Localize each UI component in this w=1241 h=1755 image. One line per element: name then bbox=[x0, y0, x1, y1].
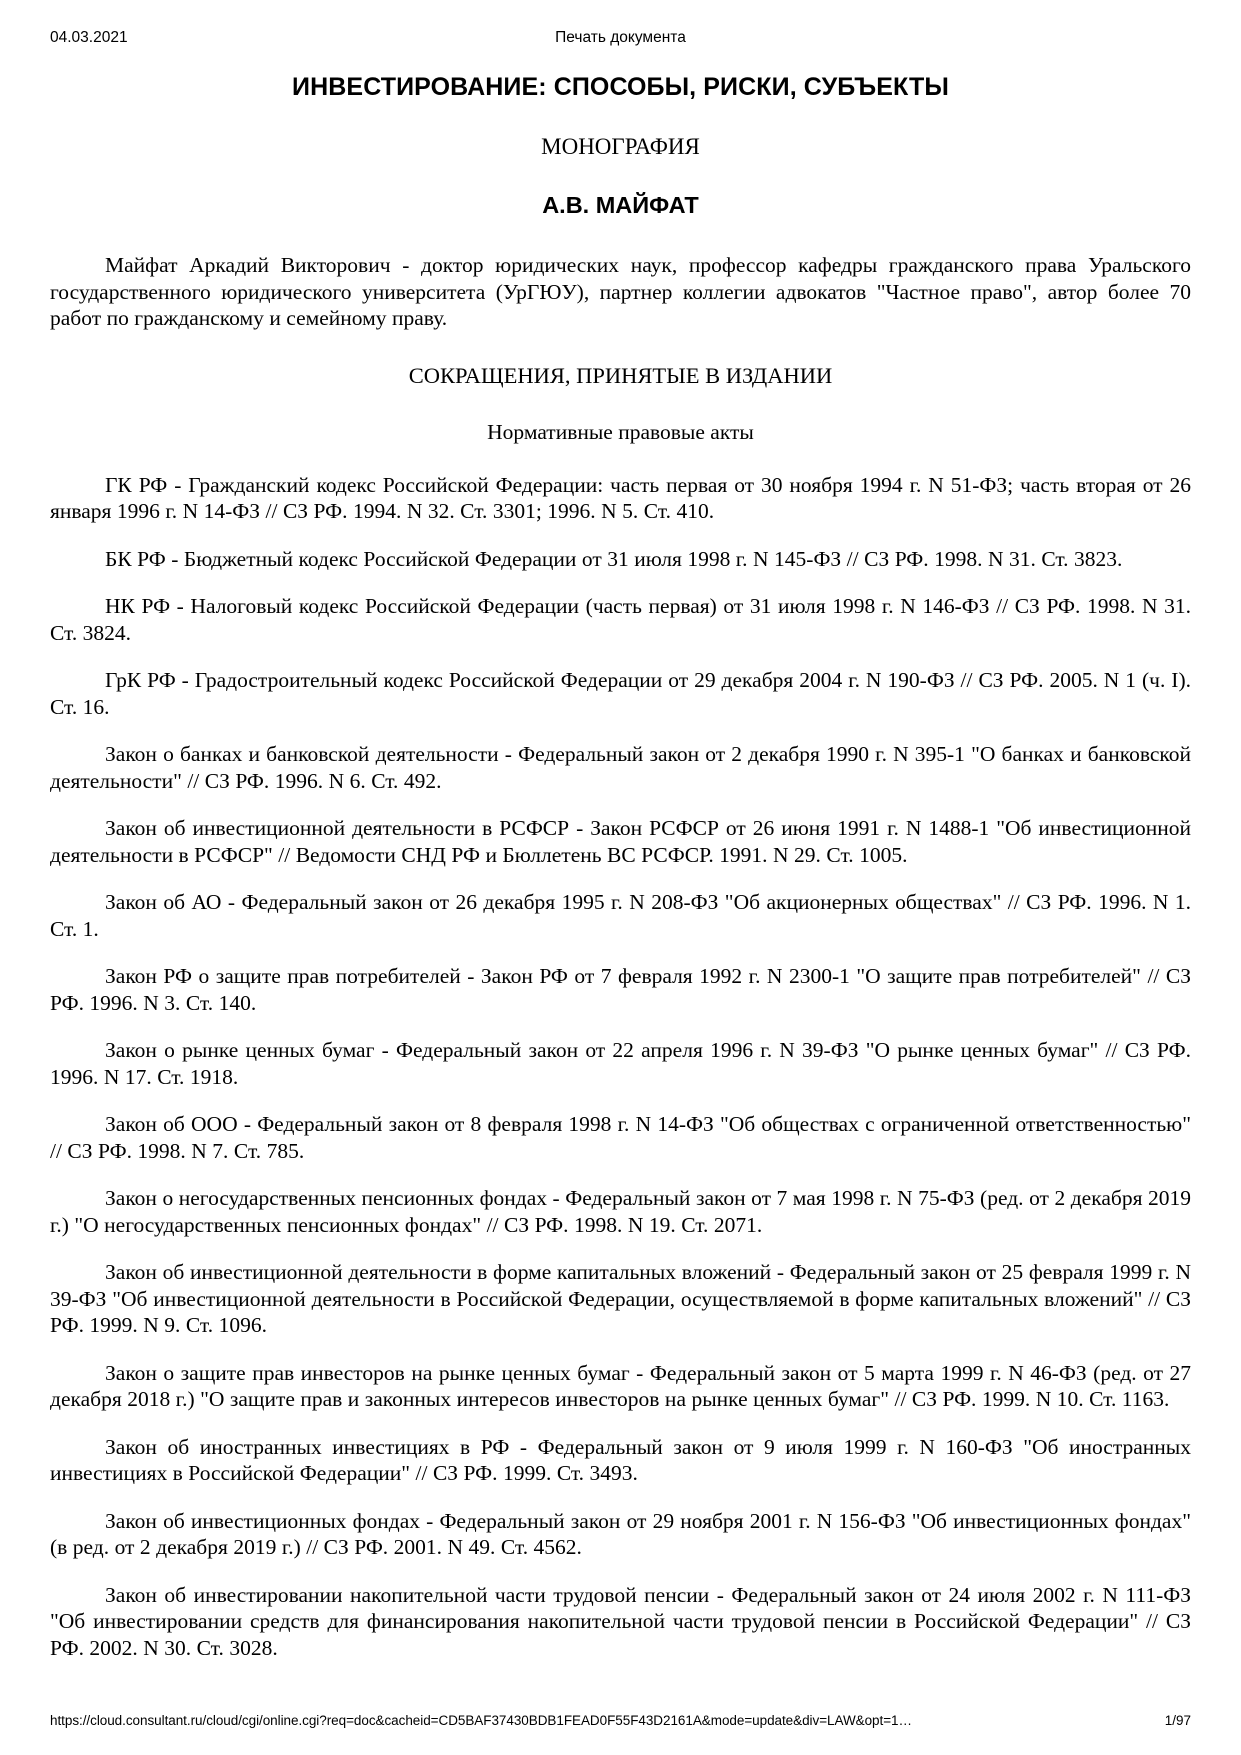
abbreviation-entry: Закон о защите прав инвесторов на рынке ценных бумаг - Федеральный закон от 5 марта 1999 г. N 46-ФЗ (ред. от 27 декабря 2018 г.) "О защите прав и законных интересов инвесторов на рынке ценных бумаг" // СЗ РФ. 1999. N 10. Ст. 1163. bbox=[50, 1360, 1191, 1411]
document-author: А.В. МАЙФАТ bbox=[542, 192, 699, 218]
print-header-title: Печать документа bbox=[555, 29, 686, 46]
document-body bbox=[50, 72, 1191, 1682]
abbreviation-entry: Закон РФ о защите прав потребителей - Закон РФ от 7 февраля 1992 г. N 2300-1 "О защите прав потребителей" // СЗ РФ. 1996. N 3. Ст. 140. bbox=[50, 964, 1191, 1015]
abbreviation-entry: БК РФ - Бюджетный кодекс Российской Федерации от 31 июля 1998 г. N 145-ФЗ // СЗ РФ. 1998. N 31. Ст. 3823. bbox=[105, 546, 1123, 571]
abbreviation-entry: ГК РФ - Гражданский кодекс Российской Федерации: часть первая от 30 ноября 1994 г. N 51-ФЗ; часть вторая от 26 января 1996 г. N 14-ФЗ // СЗ РФ. 1994. N 32. Ст. 3301; 1996. N 5. Ст. 410. bbox=[50, 472, 1191, 523]
section-heading-abbreviations: СОКРАЩЕНИЯ, ПРИНЯТЫЕ В ИЗДАНИИ bbox=[408, 362, 833, 388]
abbreviation-entry: Закон об инвестиционной деятельности в форме капитальных вложений - Федеральный закон от 25 февраля 1999 г. N 39-ФЗ "Об инвестиционной деятельности в Российской Федерации, осуществляемой в форме капитальных вложений" // СЗ РФ. 1999. N 9. Ст. 1096. bbox=[50, 1260, 1191, 1337]
page-footer bbox=[0, 1711, 1241, 1731]
abbreviation-entry: Закон об иностранных инвестициях в РФ - Федеральный закон от 9 июля 1999 г. N 160-ФЗ "Об иностранных инвестициях в Российской Федерации" // СЗ РФ. 1999. Ст. 3493. bbox=[50, 1434, 1191, 1485]
abbreviation-entry: Закон о банках и банковской деятельности - Федеральный закон от 2 декабря 1990 г. N 395-1 "О банках и банковской деятельности" // СЗ РФ. 1996. N 6. Ст. 492. bbox=[50, 742, 1191, 793]
abbreviation-entry: Закон об ООО - Федеральный закон от 8 февраля 1998 г. N 14-ФЗ "Об обществах с ограниченной ответственностью" // СЗ РФ. 1998. N 7. Ст. 785. bbox=[50, 1112, 1191, 1163]
abbreviation-entry: ГрК РФ - Градостроительный кодекс Российской Федерации от 29 декабря 2004 г. N 190-ФЗ // СЗ РФ. 2005. N 1 (ч. I). Ст. 16. bbox=[50, 668, 1191, 719]
source-url: https://cloud.consultant.ru/cloud/cgi/online.cgi?req=doc&cacheid=CD5BAF37430BDB1FEAD0F55F43D2161A&mode=update&div=LAW&opt=1… bbox=[50, 1713, 912, 1728]
abbreviation-entry: Закон об инвестиционных фондах - Федеральный закон от 29 ноября 2001 г. N 156-ФЗ "Об инвестиционных фондах" (в ред. от 2 декабря 2019 г.) // СЗ РФ. 2001. N 49. Ст. 4562. bbox=[50, 1508, 1191, 1559]
author-biography: Майфат Аркадий Викторович - доктор юридических наук, профессор кафедры гражданского права Уральского государственного юридического университета (УрГЮУ), партнер коллегии адвокатов "Частное право", автор более 70 работ по гражданскому и семейному праву. bbox=[50, 253, 1191, 330]
section-subheading-legal-acts: Нормативные правовые акты bbox=[487, 419, 754, 444]
print-date: 04.03.2021 bbox=[50, 29, 128, 46]
document-subtitle: МОНОГРАФИЯ bbox=[541, 134, 700, 159]
abbreviation-entry: Закон о негосударственных пенсионных фондах - Федеральный закон от 7 мая 1998 г. N 75-ФЗ (ред. от 2 декабря 2019 г.) "О негосударственных пенсионных фондах" // СЗ РФ. 1998. N 19. Ст. 2071. bbox=[50, 1186, 1191, 1237]
abbreviation-entry: Закон об АО - Федеральный закон от 26 декабря 1995 г. N 208-ФЗ "Об акционерных обществах" // СЗ РФ. 1996. N 1. Ст. 1. bbox=[50, 890, 1191, 941]
document-title: ИНВЕСТИРОВАНИЕ: СПОСОБЫ, РИСКИ, СУБЪЕКТЫ bbox=[292, 73, 949, 101]
page-number: 1/97 bbox=[1164, 1713, 1191, 1728]
abbreviation-entry: НК РФ - Налоговый кодекс Российской Федерации (часть первая) от 31 июля 1998 г. N 146-ФЗ // СЗ РФ. 1998. N 31. Ст. 3824. bbox=[50, 594, 1191, 645]
running-head bbox=[0, 27, 1241, 49]
abbreviation-entry: Закон об инвестировании накопительной части трудовой пенсии - Федеральный закон от 24 июля 2002 г. N 111-ФЗ "Об инвестировании средств для финансирования накопительной части трудовой пенсии в Российской Федерации" // СЗ РФ. 2002. N 30. Ст. 3028. bbox=[50, 1582, 1191, 1660]
abbreviation-entry: Закон об инвестиционной деятельности в РСФСР - Закон РСФСР от 26 июня 1991 г. N 1488-1 "Об инвестиционной деятельности в РСФСР" // Ведомости СНД РФ и Бюллетень ВС РСФСР. 1991. N 29. Ст. 1005. bbox=[50, 816, 1191, 867]
abbreviation-entry: Закон о рынке ценных бумаг - Федеральный закон от 22 апреля 1996 г. N 39-ФЗ "О рынке ценных бумаг" // СЗ РФ. 1996. N 17. Ст. 1918. bbox=[50, 1038, 1191, 1089]
